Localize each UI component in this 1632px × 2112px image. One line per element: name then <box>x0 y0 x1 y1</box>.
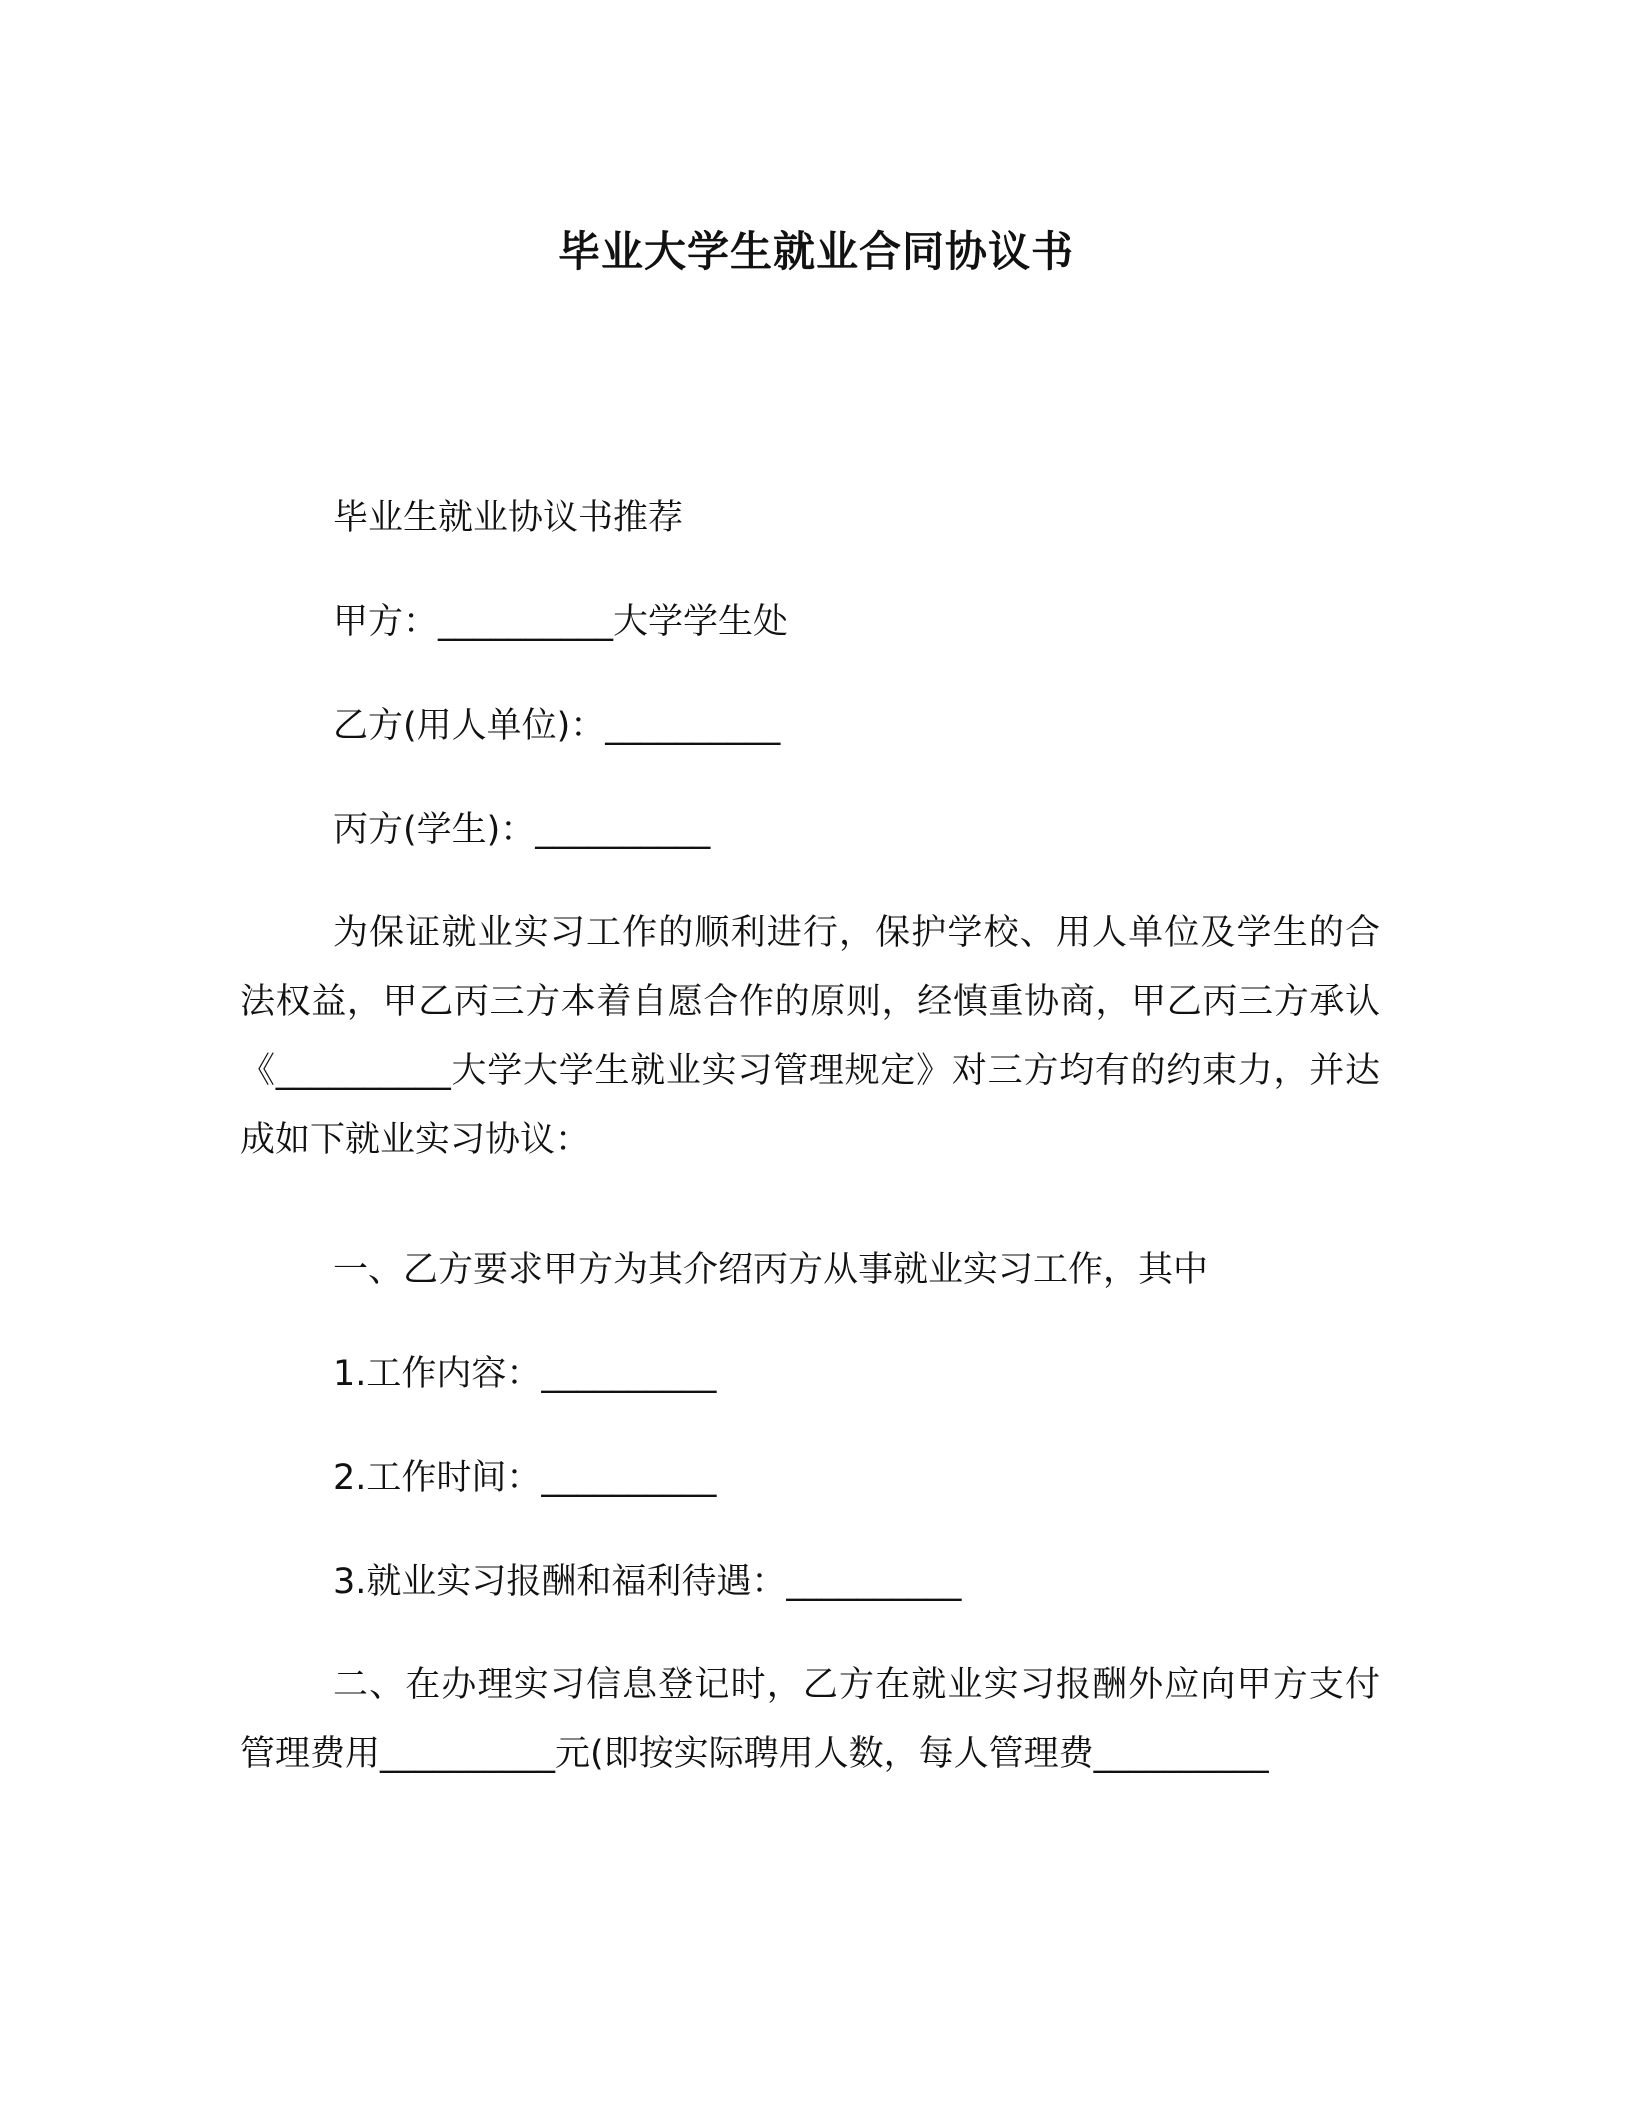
preamble-paragraph: 为保证就业实习工作的顺利进行，保护学校、用人单位及学生的合法权益，甲乙丙三方本着自愿合作的原则，经慎重协商，甲乙丙三方承认《__________大学大学生就业实习管理规定》对三方均有的约束力，并达成如下就业实习协议： <box>240 913 1380 1160</box>
party-c-line: 丙方(学生)：__________ <box>333 810 711 850</box>
clause-2-paragraph: 二、在办理实习信息登记时，乙方在就业实习报酬外应向甲方支付管理费用__________元(即按实际聘用人数，每人管理费__________ <box>240 1665 1380 1774</box>
clause-1-heading: 一、乙方要求甲方为其介绍丙方从事就业实习工作，其中 <box>333 1250 1209 1290</box>
clause-1-item-work-time: 2.工作时间：__________ <box>333 1458 717 1498</box>
document-subtitle: 毕业生就业协议书推荐 <box>333 498 684 538</box>
party-a-line: 甲方：__________大学学生处 <box>333 602 789 642</box>
clause-1-item-compensation: 3.就业实习报酬和福利待遇：__________ <box>333 1562 962 1602</box>
document-title: 毕业大学生就业合同协议书 <box>557 227 1074 276</box>
clause-1-item-work-content: 1.工作内容：__________ <box>333 1354 717 1394</box>
party-b-line: 乙方(用人单位)：__________ <box>333 706 781 746</box>
